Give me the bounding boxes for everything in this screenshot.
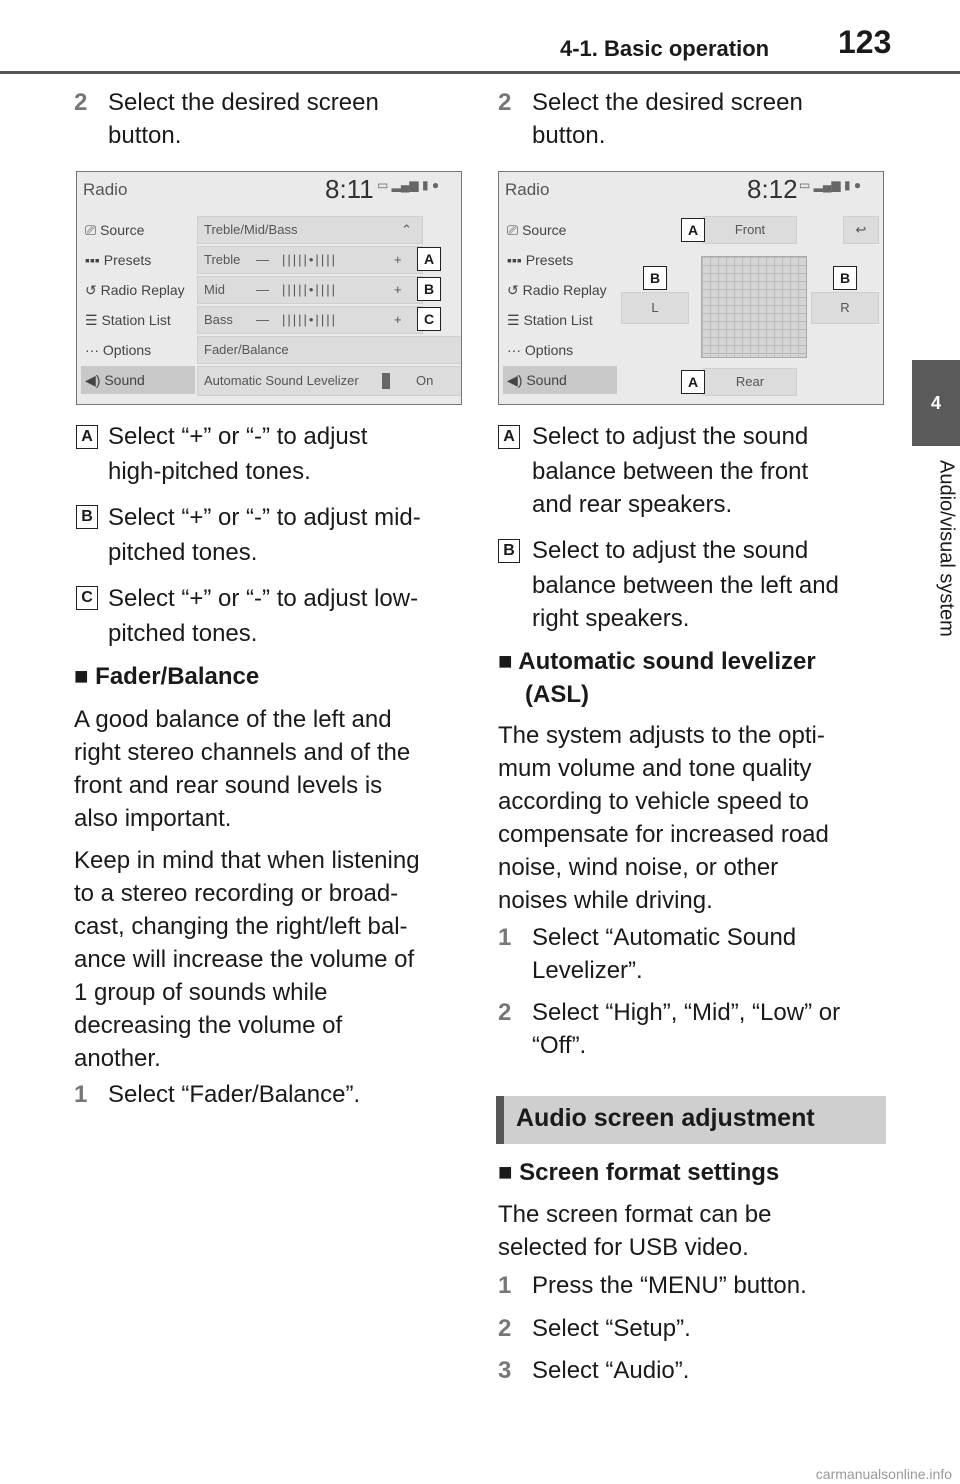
page-number: 123	[838, 24, 892, 60]
legend-key-b: B	[76, 505, 98, 529]
legend-b-text: Select “+” or “-” to adjust mid-	[108, 504, 421, 531]
asl-heading: ■ Automatic sound levelizer (ASL)	[498, 648, 816, 708]
legend-c-text-2: pitched tones.	[108, 620, 258, 647]
callout-b: B	[417, 277, 441, 301]
callout-a-top: A	[681, 218, 705, 242]
left-step-1: 1 Select “Fader/Balance”.	[74, 1081, 361, 1108]
menu-presets-2[interactable]: ▪▪▪ Presets	[507, 252, 574, 268]
balance-grid[interactable]	[701, 256, 807, 358]
watermark: carmanualsonline.info	[815, 1466, 952, 1482]
screen-title: Radio	[83, 180, 128, 199]
treble-row: Treble — |||||•|||| +	[197, 246, 423, 274]
fader-para-1: A good balance of the left and right stereo channels and of the front and rear sound levels is also important.	[74, 706, 411, 832]
sf-step-1: 1 Press the “MENU” button.	[498, 1272, 807, 1299]
menu-station-list[interactable]: ☰ Station List	[85, 312, 171, 328]
menu-sound-2[interactable]: ◀) Sound	[503, 366, 617, 394]
menu-source[interactable]: ⎚ Source	[85, 222, 145, 238]
legend-key-a: A	[76, 425, 98, 449]
sf-step-3: 3 Select “Audio”.	[498, 1357, 690, 1384]
asl-button[interactable]: Automatic Sound Levelizer On	[197, 366, 462, 396]
callout-a-bottom: A	[681, 370, 705, 394]
legend-b2-text: Select to adjust the sound balance between the left and right speakers.	[532, 537, 839, 632]
status-icons-2: ▭ ▂▄▆ ▮ ●	[799, 178, 862, 192]
legend-b-text-2: pitched tones.	[108, 539, 258, 566]
legend-key-a-2: A	[498, 425, 520, 449]
menu-presets[interactable]: ▪▪▪ Presets	[85, 252, 152, 268]
legend-a-text: Select “+” or “-” to adjust	[108, 423, 368, 450]
legend-key-c: C	[76, 586, 98, 610]
front-button[interactable]: Front	[703, 216, 797, 244]
mid-row: Mid — |||||•|||| +	[197, 276, 423, 304]
callout-b-right: B	[833, 266, 857, 290]
screen-format-para: The screen format can be selected for USB video.	[498, 1201, 772, 1261]
callout-c: C	[417, 307, 441, 331]
menu-source-2[interactable]: ⎚ Source	[507, 222, 567, 238]
menu-station-list-2[interactable]: ☰ Station List	[507, 312, 593, 328]
sf-step-2: 2 Select “Setup”.	[498, 1315, 691, 1342]
menu-options-2[interactable]: ··· Options	[507, 342, 574, 358]
chapter-tab: 4	[912, 360, 960, 446]
tmb-header[interactable]: Treble/Mid/Bass ⌃	[197, 216, 423, 244]
section-title: 4-1. Basic operation	[560, 36, 770, 61]
fader-balance-button[interactable]: Fader/Balance	[197, 336, 462, 364]
screen-format-heading: ■ Screen format settings	[498, 1159, 780, 1186]
menu-options[interactable]: ··· Options	[85, 342, 152, 358]
fader-screen	[498, 171, 884, 405]
asl-step-1: 1 Select “Automatic Sound	[498, 924, 797, 951]
fader-para-2: Keep in mind that when listening to a stereo recording or broad- cast, changing the right/left bal- ance will increase the volume of 1 group of sounds while decreasing the volume of another.	[74, 847, 420, 1072]
legend-key-b-2: B	[498, 539, 520, 563]
right-step-2-cont: button.	[532, 122, 606, 149]
section-heading-bar: Audio screen adjustment	[496, 1096, 886, 1144]
callout-a: A	[417, 247, 441, 271]
legend-c-text: Select “+” or “-” to adjust low-	[108, 585, 419, 612]
menu-radio-replay[interactable]: ↺ Radio Replay	[85, 282, 185, 298]
left-step-2: 2 Select the desired screen	[74, 89, 379, 116]
header-rule	[0, 71, 960, 74]
menu-sound[interactable]: ◀) Sound	[81, 366, 195, 394]
screen-title-2: Radio	[505, 180, 550, 199]
asl-step-1-cont: Levelizer”.	[532, 957, 643, 984]
screen-time: 8:11	[325, 174, 374, 204]
status-icons: ▭ ▂▄▆ ▮ ●	[377, 178, 440, 192]
chapter-label: Audio/visual system	[935, 460, 958, 637]
fader-balance-heading: ■ Fader/Balance	[74, 663, 260, 690]
left-step-2-cont: button.	[108, 122, 182, 149]
asl-para: The system adjusts to the opti- mum volume and tone quality according to vehicle speed to compensate for increased road noise, wind noise, or other noises while driving.	[498, 722, 829, 914]
bass-row: Bass — |||||•|||| +	[197, 306, 423, 334]
menu-radio-replay-2[interactable]: ↺ Radio Replay	[507, 282, 607, 298]
callout-b-left: B	[643, 266, 667, 290]
asl-step-2-cont: “Off”.	[532, 1032, 587, 1059]
left-button[interactable]: L	[621, 292, 689, 324]
legend-a2-text: Select to adjust the sound balance between the front and rear speakers.	[532, 423, 809, 518]
tone-screen	[76, 171, 462, 405]
rear-button[interactable]: Rear	[703, 368, 797, 396]
legend-a-text-2: high-pitched tones.	[108, 458, 311, 485]
back-button[interactable]: ↩	[843, 216, 879, 244]
screen-time-2: 8:12	[747, 174, 798, 204]
right-button[interactable]: R	[811, 292, 879, 324]
asl-step-2: 2 Select “High”, “Mid”, “Low” or	[498, 999, 841, 1026]
right-step-2: 2 Select the desired screen	[498, 89, 803, 116]
